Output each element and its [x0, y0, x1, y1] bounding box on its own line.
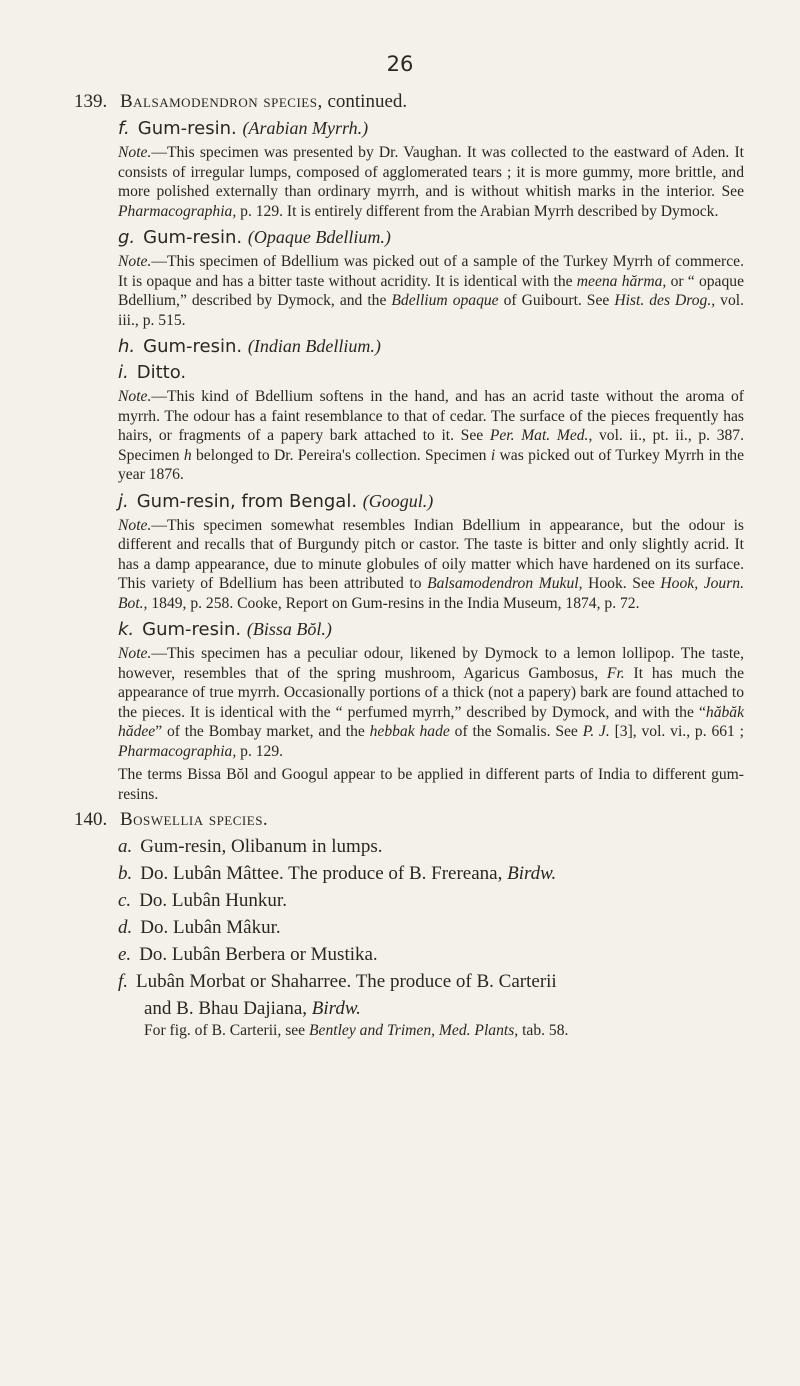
item-letter: b.	[118, 863, 133, 884]
item-text: Gum-resin, Olibanum in lumps.	[140, 836, 383, 857]
item-letter: c.	[118, 890, 132, 911]
item-letter: f.	[118, 971, 129, 992]
note-label: Note.	[118, 144, 152, 161]
note-label: Note.	[118, 253, 152, 270]
page-number: 26	[386, 52, 414, 76]
list-item	[84, 861, 744, 886]
fig-text: For fig. of B. Carterii, see	[144, 1022, 309, 1039]
note-term: meena hărma,	[576, 272, 667, 290]
fig-ref: Bentley and Trimen, Med. Plants,	[309, 1022, 519, 1039]
entry-j-heading	[84, 489, 744, 514]
note-text: It has much the appearance of true myrrh. Occasionally portions of a thick (not a papery) bark are found attached to the pieces. It is identical with the “ perfumed myrrh,” described by Dymock, and with the “	[118, 664, 744, 721]
entry-letter: g.	[118, 227, 136, 248]
item-letter: a.	[118, 836, 133, 857]
note-term: hăbăk hădee	[118, 703, 744, 740]
entry-paren: (Opaque Bdellium.)	[247, 227, 391, 247]
note-ref: P. J.	[582, 723, 610, 740]
note-text: —This specimen of Bdellium was picked out of a sample of the Turkey Myrrh of commerce. It is opaque and has a bitter taste without acridity. It is identical with the	[118, 253, 744, 290]
section-title: Balsamodendron species,	[120, 91, 323, 112]
entry-letter: k.	[118, 619, 135, 640]
entry-letter: f.	[118, 118, 130, 139]
entry-letter: i.	[118, 362, 129, 383]
item-text: Do. Lubân Mâttee. The produce of B. Frereana,	[140, 863, 503, 884]
entry-paren: (Arabian Myrrh.)	[242, 118, 369, 138]
note-text: vol. ii., pt. ii., p. 387. Specimen	[118, 427, 744, 464]
note-text: of Guibourt. See	[498, 292, 615, 309]
note-label: Note.	[118, 388, 152, 405]
item-author: Birdw.	[507, 863, 557, 884]
note-text: of the Somalis. See	[449, 723, 583, 740]
item-author: Birdw.	[311, 998, 361, 1019]
note-term: hebbak hade	[369, 723, 450, 740]
note-text: —This specimen was presented by Dr. Vaughan. It was collected to the eastward of Aden. It consists of irregular lumps, composed of agglomerated tears ; it is more gummy, more brittle, and more polished externally than ordinary myrrh, and is without whitish marks in the interior. See	[118, 144, 744, 200]
section-title: Boswellia species.	[120, 809, 269, 830]
entry-h-heading	[84, 334, 744, 359]
item-text: Do. Lubân Mâkur.	[140, 917, 281, 938]
entry-name: Gum-resin.	[142, 619, 242, 640]
note-ref: Hook, Journ. Bot.,	[118, 575, 744, 612]
section-number: 140.	[74, 809, 108, 830]
note-text: [3], vol. vi., p. 661 ;	[609, 723, 745, 740]
note-text-end: p. 129. It is entirely different from the Arabian Myrrh described by Dymock.	[236, 202, 719, 220]
item-text: Do. Lubân Hunkur.	[139, 890, 287, 911]
list-item	[84, 888, 744, 913]
note-text: —This kind of Bdellium softens in the hand, and has an acrid taste without the aroma of myrrh. The odour has a faint resemblance to that of cedar. The surface of the pieces frequently has hairs, or fragments of a papery bark attached to it. See	[118, 388, 744, 444]
entry-g-note	[84, 252, 744, 330]
entry-g-heading	[84, 225, 744, 250]
entry-letter: h.	[118, 336, 136, 357]
note-text: vol. iii., p. 515.	[118, 292, 744, 329]
boswellia-list	[84, 834, 744, 1041]
note-text: ” of the Bombay market, and the	[155, 723, 370, 740]
entry-i-heading	[84, 361, 744, 385]
section-139-heading	[74, 90, 744, 114]
fig-text: tab. 58.	[518, 1022, 569, 1039]
entry-j-note	[84, 516, 744, 614]
note-text: 1849, p. 258. Cooke, Report on Gum-resins in the India Museum, 1874, p. 72.	[147, 594, 640, 612]
entry-name: Gum-resin, from Bengal.	[136, 490, 358, 512]
entry-paren: (Googul.)	[362, 490, 434, 511]
entry-k-note	[84, 644, 744, 761]
item-letter: e.	[118, 944, 132, 965]
body-text	[74, 90, 745, 1041]
note-text: —This specimen has a peculiar odour, likened by Dymock to a lemon lollipop. The taste, however, resembles that of the spring mushroom, Agaricus Gambosus,	[118, 645, 744, 682]
list-item	[84, 942, 744, 967]
item-text: Do. Lubân Berbera or Mustika.	[139, 944, 378, 965]
note-term: h	[183, 446, 192, 464]
note-label: Note.	[118, 645, 152, 662]
item-letter: d.	[118, 917, 133, 938]
note-ref: Per. Mat. Med.,	[489, 427, 593, 444]
entry-k-heading	[84, 617, 744, 642]
entry-k-note-2: The terms Bissa Bŏl and Googul appear to be applied in different parts of India to different gum-resins.	[118, 766, 744, 803]
note-ref: Pharmacographia,	[118, 202, 237, 220]
item-text: and B. Bhau Dajiana,	[144, 998, 308, 1019]
note-text: belonged to Dr. Pereira's collection. Specimen	[191, 446, 491, 464]
entry-f-note	[84, 143, 744, 221]
item-text: Lubân Morbat or Shaharree. The produce of B. Carterii	[136, 971, 557, 992]
note-text: —This specimen somewhat resembles Indian Bdellium in appearance, but the odour is different and recalls that of Burgundy pitch or castor. The taste is bitter and only slightly acrid. It has a damp appearance, due to minute globules of oily matter which have hardened on its surface. This variety of Bdellium has been attributed to	[118, 516, 744, 592]
entry-name: Ditto.	[136, 362, 187, 383]
list-item	[84, 969, 744, 994]
entry-paren: (Indian Bdellium.)	[247, 336, 381, 356]
section-140-heading	[74, 808, 744, 832]
entry-i-note	[84, 387, 744, 485]
section-number: 139.	[74, 91, 108, 112]
entry-name: Gum-resin.	[143, 336, 243, 357]
list-item	[84, 834, 744, 859]
entry-letter: j.	[118, 490, 129, 512]
entry-name: Gum-resin.	[143, 227, 243, 248]
note-text: Hook. See	[582, 575, 661, 592]
list-item-continued	[84, 996, 744, 1021]
list-item	[84, 915, 744, 940]
note-term: Fr.	[606, 664, 625, 682]
note-text: or “ opaque Bdellium,” described by Dymock, and the	[118, 272, 744, 309]
note-term: Balsamodendron Mukul,	[427, 575, 583, 592]
entry-f-heading	[84, 116, 744, 141]
section-suffix: continued.	[327, 91, 408, 112]
note-text: p. 129.	[236, 742, 284, 760]
note-ref: Pharmacographia,	[118, 742, 237, 760]
figure-reference	[84, 1021, 744, 1041]
note-text: was picked out of Turkey Myrrh in the year 1876.	[118, 446, 744, 483]
entry-paren: (Bissa Bŏl.)	[246, 619, 332, 639]
note-ref: Hist. des Drog.,	[614, 292, 716, 309]
entry-name: Gum-resin.	[137, 118, 237, 139]
note-term: i	[490, 446, 496, 464]
note-term: Bdellium opaque	[391, 292, 499, 309]
note-label: Note.	[118, 516, 152, 534]
